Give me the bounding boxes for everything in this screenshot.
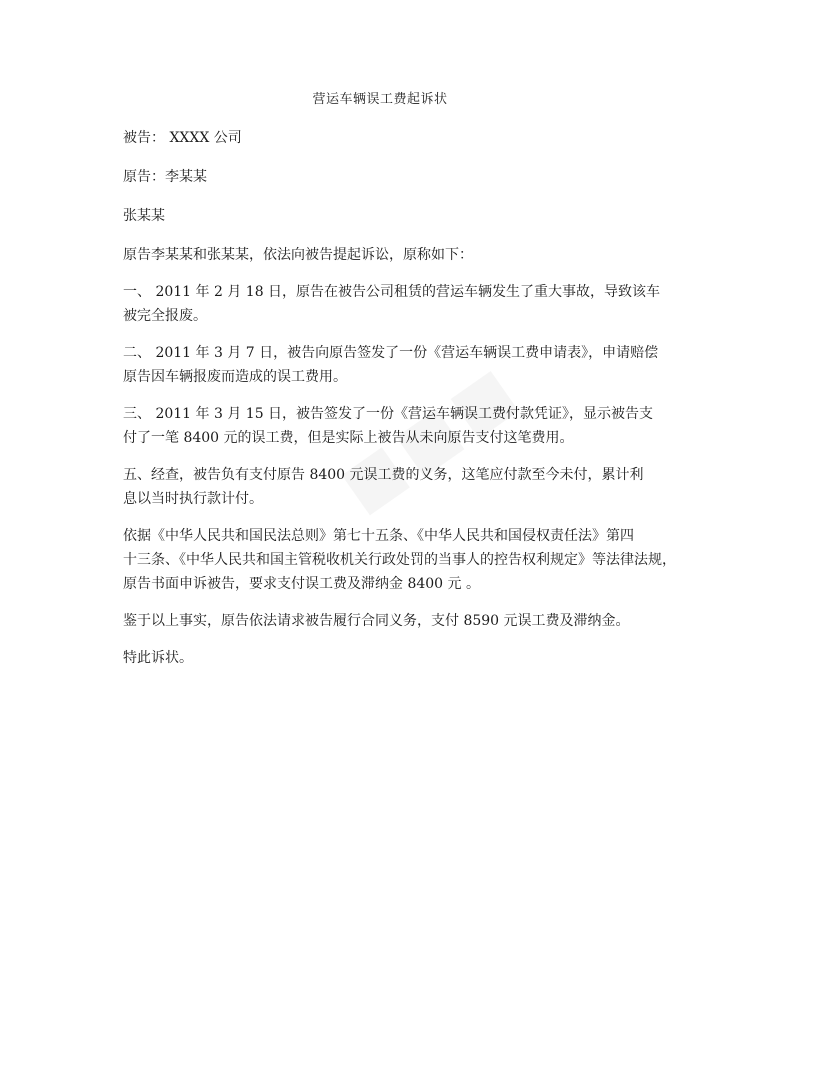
request-paragraph: 鉴于以上事实，原告依法请求被告履行合同义务，支付 8590 元误工费及滞纳金。: [123, 613, 630, 629]
paragraph-line: 被完全报废。: [123, 308, 207, 324]
paragraph-item-3: [123, 402, 723, 450]
paragraph-line: 原告因车辆报废而造成的误工费用。: [123, 369, 347, 385]
closing-line: 特此诉状。: [123, 650, 193, 666]
plaintiff-line-2: 张某某: [123, 208, 165, 224]
paragraph-line: 一、 2011 年 2 月 18 日，原告在被告公司租赁的营运车辆发生了重大事故，导致该车: [123, 284, 661, 300]
legal-basis-paragraph: [123, 524, 723, 596]
paragraph-item-5: [123, 463, 723, 511]
paragraph-line: 息以当时执行款计付。: [123, 491, 263, 507]
paragraph-line: 三、 2011 年 3 月 15 日，被告签发了一份《营运车辆误工费付款凭证》，显示被告支: [123, 406, 654, 422]
paragraph-line: 十三条、《中华人民共和国主管税收机关行政处罚的当事人的控告权利规定》等法律法规，: [123, 552, 676, 568]
document-body: [123, 126, 723, 670]
plaintiff-line: 原告：李某某: [123, 169, 207, 185]
defendant-line: 被告： XXXX 公司: [123, 130, 242, 146]
paragraph-line: 付了一笔 8400 元的误工费，但是实际上被告从未向原告支付这笔费用。: [123, 430, 574, 446]
paragraph-item-2: [123, 341, 723, 389]
paragraph-line: 二、 2011 年 3 月 7 日，被告向原告签发了一份《营运车辆误工费申请表》，申请赔偿: [123, 345, 659, 361]
paragraph-line: 依据《中华人民共和国民法总则》第七十五条、《中华人民共和国侵权责任法》第四: [123, 528, 634, 544]
document-title: 营运车辆误工费起诉状: [312, 92, 448, 107]
paragraph-line: 五、经查，被告负有支付原告 8400 元误工费的义务，这笔应付款至今未付，累计利: [123, 467, 644, 483]
paragraph-line: 原告书面申诉被告，要求支付误工费及滞纳金 8400 元 。: [123, 576, 480, 592]
intro-paragraph: 原告李某某和张某某，依法向被告提起诉讼，原称如下：: [123, 247, 473, 263]
paragraph-item-1: [123, 280, 723, 328]
